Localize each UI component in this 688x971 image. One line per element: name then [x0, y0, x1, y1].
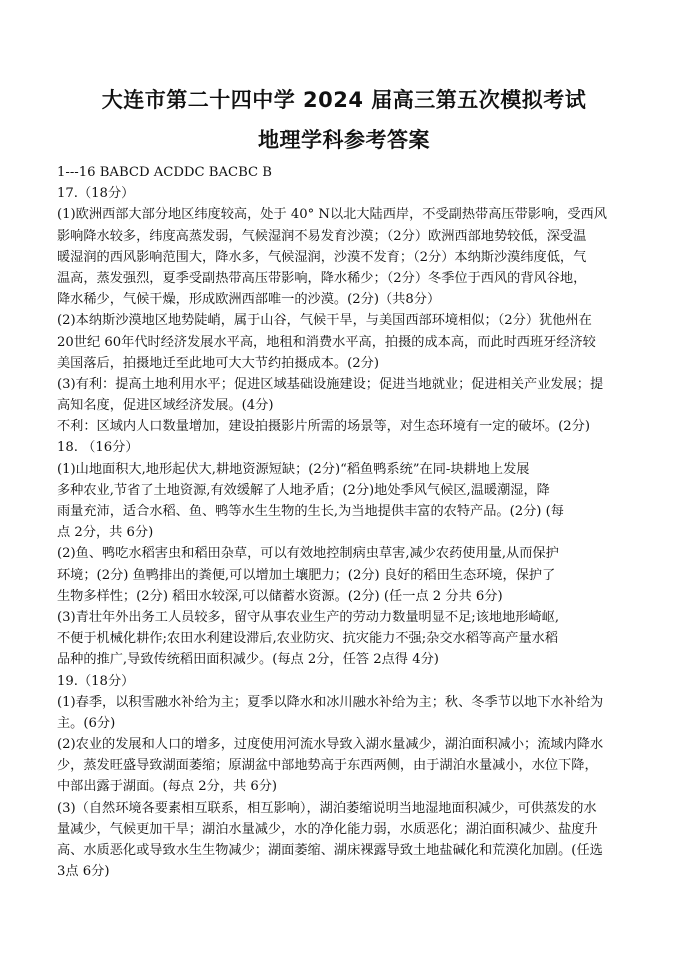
q19-text-line: 高、水质恶化或导致水生生物减少；湖面萎缩、湖床裸露导致土地盐碱化和荒漠化加剧。(任选 [57, 843, 603, 858]
q19-text-line: 少，蒸发旺盛导致湖面萎缩；原湖盆中部地势高于东西两侧，由于湖泊水量减小，水位下降， [57, 758, 598, 774]
q19-text-line: (3)（自然环境各要素相互联系，相互影响），湖泊萎缩说明当地湿地面积减少，可供蒸发的水 [57, 800, 597, 816]
q17-text-line: (2)本纳斯沙漠地区地势陡峭，属于山谷，气候干旱，与美国西部环境相似；（2分）犹他州在 [57, 313, 592, 329]
q17-text-line: 美国落后，拍摄地迁至此地可大大节约拍摄成本。(2分) [57, 355, 379, 371]
q18-text-line: (2)鱼、鸭吃水稻害虫和稻田杂草，可以有效地控制病虫草害,减少农药使用量,从而保护 [57, 546, 559, 562]
q17-text-line: (3)有利：提高土地利用水平；促进区域基础设施建设；促进当地就业；促进相关产业发展；提 [57, 376, 604, 392]
q17-text-line: 20世纪 60年代时经济发展水平高，地租和消费水平高，拍摄的成本高，而此时西班牙经济较 [57, 334, 596, 350]
q18-heading: 18. （16分） [57, 440, 139, 456]
q18-text-line: 不便于机械化耕作;农田水利建设滞后,农业防灾、抗灾能力不强;杂交水稻等高产量水稻 [57, 631, 559, 647]
mc-answers-line: 1---16 BABCD ACDDC BACBC B [57, 165, 272, 180]
q18-text-line: 生物多样性；(2分) 稻田水较深,可以储蓄水资源。(2分) (任一点 2 分共 6分) [57, 588, 503, 604]
q18-text-line: 雨量充沛，适合水稻、鱼、鸭等水生生物的生长,为当地提供丰富的农特产品。(2分) (每 [57, 504, 564, 519]
q18-text-line: (1)山地面积大,地形起伏大,耕地资源短缺；(2分)“稻鱼鸭系统”在同-块耕地上发展 [57, 461, 530, 477]
q17-heading: 17.（18分） [57, 186, 135, 202]
q17-text-line: 影响降水较多，纬度高蒸发弱，气候湿润不易发育沙漠；（2分）欧洲西部地势较低，深受温 [57, 228, 587, 244]
q18-text-line: (3)青壮年外出务工人员较多，留守从事农业生产的劳动力数量明显不足;该地地形崎岖, [57, 609, 560, 625]
q18-text-line: 点 2分，共 6分) [57, 525, 154, 541]
q17-text-line: 暖湿润的西风影响范围大，降水多，气候湿润，沙漠不发育；（2分）本纳斯沙漠纬度低，气 [57, 249, 587, 265]
q19-text-line: 中部出露于湖面。(每点 2分，共 6分) [57, 779, 278, 795]
answer-key-subtitle: 地理学科参考答案 [258, 128, 430, 152]
q19-text-line: (2)农业的发展和人口的增多，过度使用河流水导致入湖水量减少，湖泊面积减小；流域内降水 [57, 737, 604, 753]
exam-title: 大连市第二十四中学 2024 届高三第五次模拟考试 [101, 88, 587, 112]
q17-text-line: (1)欧洲西部大部分地区纬度较高，处于 40° N以北大陆西岸，不受副热带高压带影响，受西风 [57, 207, 607, 223]
q18-text-line: 多种农业,节省了土地资源,有效缓解了人地矛盾；(2分)地处季风气候区,温暖潮湿，降 [57, 482, 550, 498]
q17-text-line: 高知名度，促进区域经济发展。(4分) [57, 398, 274, 414]
q19-heading: 19.（18分） [57, 673, 135, 689]
q18-text-line: 品种的推广,导致传统稻田面积减少。(每点 2分，任答 2点得 4分) [57, 652, 439, 668]
q17-text-line: 不利：区域内人口数量增加，建设拍摄影片所需的场景等，对生态环境有一定的破坏。(2分) [57, 419, 590, 435]
q19-text-line: 3点 6分) [57, 864, 110, 880]
q19-text-line: 量减少，气候更加干旱；湖泊水量减少，水的净化能力弱，水质恶化；湖泊面积减少、盐度升 [57, 821, 598, 837]
q19-text-line: (1)春季，以积雪融水补给为主；夏季以降水和冰川融水补给为主；秋、冬季节以地下水补给为 [57, 694, 604, 710]
q17-text-line: 温高，蒸发强烈，夏季受副热带高压带影响，降水稀少；（2分）冬季位于西风的背风谷地， [57, 270, 587, 286]
q17-text-line: 降水稀少，气候干燥，形成欧洲西部唯一的沙漠。(2分)（共8分） [57, 292, 441, 308]
q18-text-line: 环境；(2分) 鱼鸭排出的粪便,可以增加土壤肥力；(2分) 良好的稻田生态环境，保护了 [57, 567, 556, 583]
q19-text-line: 主。(6分) [57, 715, 116, 731]
answer-body [57, 162, 637, 882]
